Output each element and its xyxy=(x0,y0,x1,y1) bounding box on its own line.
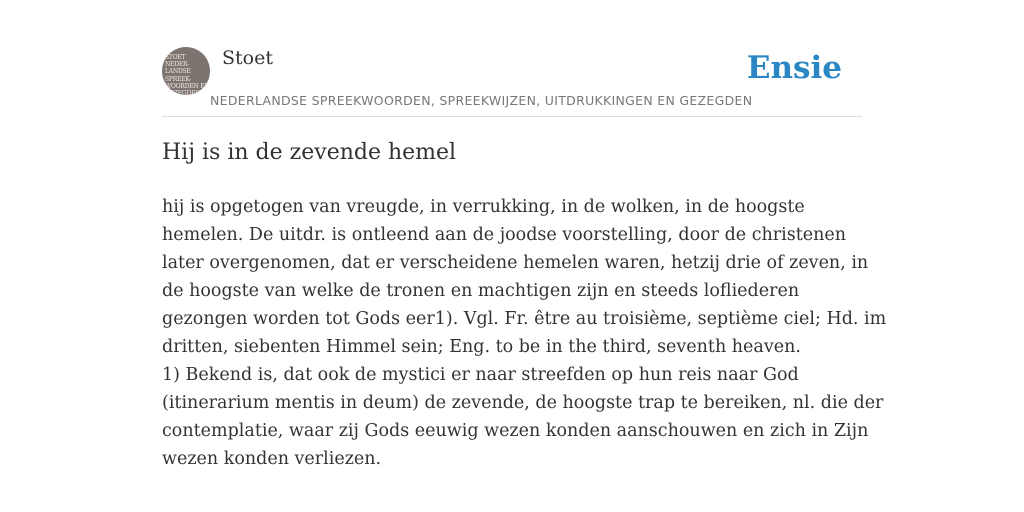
avatar-book-cover-text xyxy=(165,54,210,95)
avatar-text-line: LANDSE xyxy=(165,68,191,76)
avatar-text-line: WOORDEN EN xyxy=(165,82,210,90)
avatar-text-line: SPREEK- xyxy=(165,75,192,83)
avatar-text-line: GEZEGDEN xyxy=(165,90,201,95)
avatar[interactable] xyxy=(162,47,210,95)
avatar-text-line: NEDER- xyxy=(165,61,190,69)
body-line: hij is opgetogen van vreugde, in verrukking, in de wolken, in de hoogste xyxy=(162,197,805,217)
body-line: 1) Bekend is, dat ook de mystici er naar streefden op hun reis naar God xyxy=(162,365,799,385)
body-line: (itinerarium mentis in deum) de zevende, de hoogste trap te bereiken, nl. die der xyxy=(162,393,884,413)
body-line: hemelen. De uitdr. is ontleend aan de joodse voorstelling, door de christenen xyxy=(162,225,847,245)
entry-title: Hij is in de zevende hemel xyxy=(162,140,457,165)
body-line: wezen konden verliezen. xyxy=(162,449,382,469)
body-line: later overgenomen, dat er verscheidene hemelen waren, hetzij drie of zeven, in xyxy=(162,253,869,273)
body-line: dritten, siebenten Himmel sein; Eng. to be in the third, seventh heaven. xyxy=(162,337,801,357)
body-line: de hoogste van welke de tronen en machtigen zijn en steeds lofliederen xyxy=(162,281,800,301)
author-name-link[interactable]: Stoet xyxy=(222,47,273,69)
body-line: gezongen worden tot Gods eer1). Vgl. Fr. être au troisième, septième ciel; Hd. im xyxy=(162,309,887,329)
entry-body xyxy=(162,193,887,473)
source-subtitle: NEDERLANDSE SPREEKWOORDEN, SPREEKWIJZEN, UITDRUKKINGEN EN GEZEGDEN xyxy=(210,93,753,108)
header xyxy=(162,44,862,117)
avatar-text-line: STOET xyxy=(165,54,186,61)
ensie-logo[interactable]: Ensie xyxy=(746,50,842,86)
body-line: contemplatie, waar zij Gods eeuwig wezen konden aanschouwen en zich in Zijn xyxy=(162,421,869,441)
